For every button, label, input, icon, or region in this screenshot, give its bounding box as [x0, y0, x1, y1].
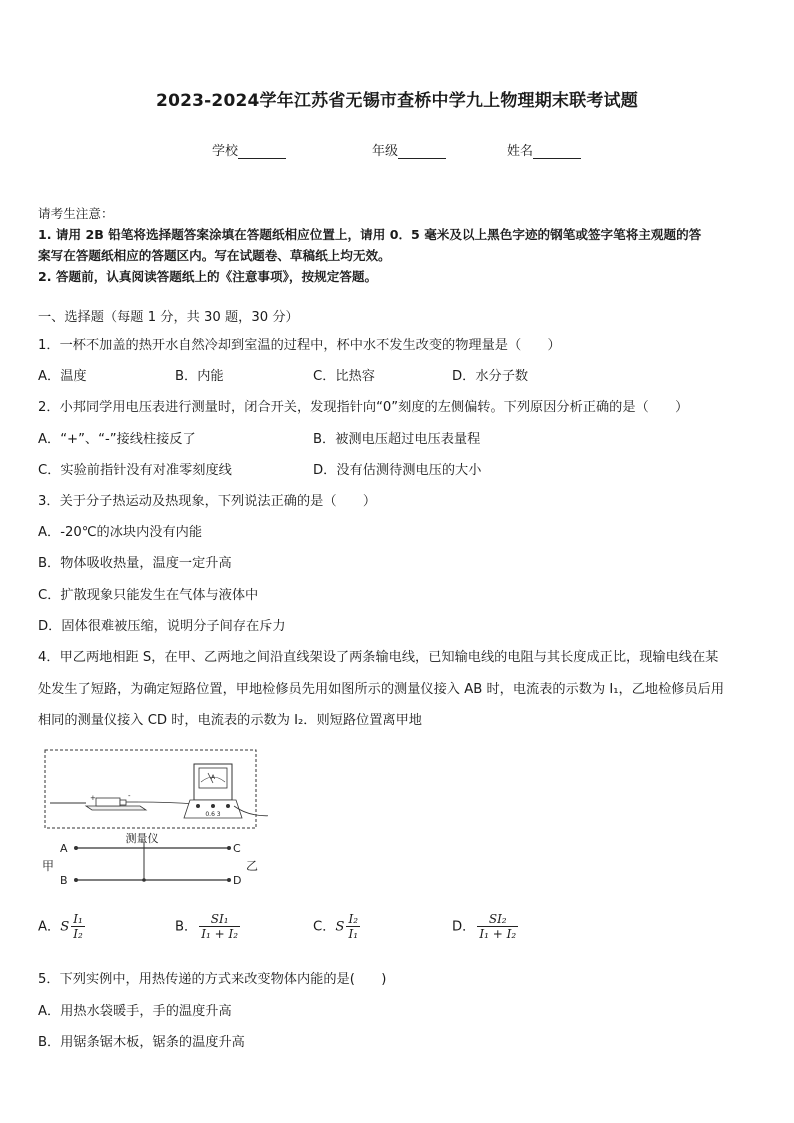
q5-option-b[interactable]: B．用锯条锯木板，锯条的温度升高: [38, 1035, 245, 1050]
q1-option-d[interactable]: D．水分子数: [452, 369, 529, 384]
section-heading: 一、选择题（每题 1 分，共 30 题，30 分）: [38, 310, 299, 325]
place-yi-label: 乙: [246, 859, 259, 873]
q5-option-a[interactable]: A．用热水袋暖手，手的温度升高: [38, 1004, 232, 1019]
point-b-label: B: [60, 874, 68, 887]
name-label: 姓名: [507, 144, 534, 159]
grade-field[interactable]: [372, 140, 446, 159]
svg-text:+: +: [90, 794, 96, 802]
q3-option-b[interactable]: B．物体吸收热量，温度一定升高: [38, 556, 232, 571]
q3-option-c[interactable]: C．扩散现象只能发生在气体与液体中: [38, 588, 259, 603]
q4-line-1: 4．甲乙两地相距 S，在甲、乙两地之间沿直线架设了两条输电线，已知输电线的电阻与其长度成正比，现输电线在某: [38, 650, 719, 665]
notice-line-2: 2. 答题前，认真阅读答题纸上的《注意事项》，按规定答题。: [38, 269, 378, 284]
name-field[interactable]: [507, 140, 581, 159]
q4-option-c[interactable]: C．S $\frac{\text{I₂}}{\text{I₁}}$: [313, 912, 359, 941]
page-title: 2023-2024学年江苏省无锡市查桥中学九上物理期末联考试题: [156, 91, 638, 111]
svg-text:-: -: [128, 792, 131, 800]
notice-heading: 请考生注意：: [38, 206, 114, 221]
q1-option-a[interactable]: A．温度: [38, 369, 87, 384]
grade-label: 年级: [372, 144, 399, 159]
point-c-label: C: [233, 842, 241, 855]
q3-option-a[interactable]: A．-20℃的冰块内没有内能: [38, 525, 203, 540]
point-a-label: A: [60, 842, 68, 855]
q4-line-2: 处发生了短路，为确定短路位置，甲地检修员先用如图所示的测量仪接入 AB 时，电流表的示数为 I₁，乙地检修员后用: [38, 682, 725, 697]
q2-stem: 2．小邦同学用电压表进行测量时，闭合开关，发现指针向“0”刻度的左侧偏转。下列原因分析正确的是（ ）: [38, 400, 689, 415]
q4-line-3: 相同的测量仪接入 CD 时，电流表的示数为 I₂．则短路位置离甲地: [38, 713, 422, 728]
device-label: 测量仪: [125, 832, 159, 845]
q4-option-d[interactable]: D． $\frac{\text{SI₂}}{\text{I₁ + I₂}}$: [452, 912, 517, 941]
meter-label: A: [210, 774, 216, 781]
grade-blank[interactable]: [398, 144, 446, 159]
circuit-diagram: [38, 746, 268, 892]
battery-icon: [96, 798, 120, 806]
q2-option-d[interactable]: D．没有估测待测电压的大小: [313, 463, 482, 478]
q3-stem: 3．关于分子热运动及热现象，下列说法正确的是（ ）: [38, 494, 377, 509]
q1-stem: 1．一杯不加盖的热开水自然冷却到室温的过程中，杯中水不发生改变的物理量是（ ）: [38, 338, 561, 353]
q1-option-c[interactable]: C．比热容: [313, 369, 375, 384]
q4-option-b[interactable]: B． $\frac{\text{SI₁}}{\text{I₁ + I₂}}$: [175, 912, 239, 941]
school-field[interactable]: [212, 140, 286, 159]
q2-option-c[interactable]: C．实验前指针没有对准零刻度线: [38, 463, 232, 478]
q1-option-b[interactable]: B．内能: [175, 369, 224, 384]
meter-scale: 0.6 3: [205, 811, 221, 818]
name-blank[interactable]: [533, 144, 581, 159]
q4-option-a[interactable]: A．S $\frac{\text{I₁}}{\text{I₂}}$: [38, 912, 83, 941]
school-label: 学校: [212, 144, 239, 159]
q3-option-d[interactable]: D．固体很难被压缩，说明分子间存在斥力: [38, 619, 286, 634]
place-jia-label: 甲: [42, 859, 55, 873]
school-blank[interactable]: [238, 144, 286, 159]
q2-option-b[interactable]: B．被测电压超过电压表量程: [313, 432, 481, 447]
q5-stem: 5．下列实例中，用热传递的方式来改变物体内能的是( ): [38, 972, 387, 987]
q2-option-a[interactable]: A．“+”、“-”接线柱接反了: [38, 432, 196, 447]
notice-line-1b: 案写在答题纸相应的答题区内。写在试题卷、草稿纸上均无效。: [38, 248, 391, 263]
point-d-label: D: [233, 874, 242, 887]
battery-base: [86, 806, 146, 810]
notice-line-1: 1. 请用 2B 铅笔将选择题答案涂填在答题纸相应位置上，请用 0．5 毫米及以上黑色字迹的钢笔或签字笔将主观题的答: [38, 227, 702, 242]
